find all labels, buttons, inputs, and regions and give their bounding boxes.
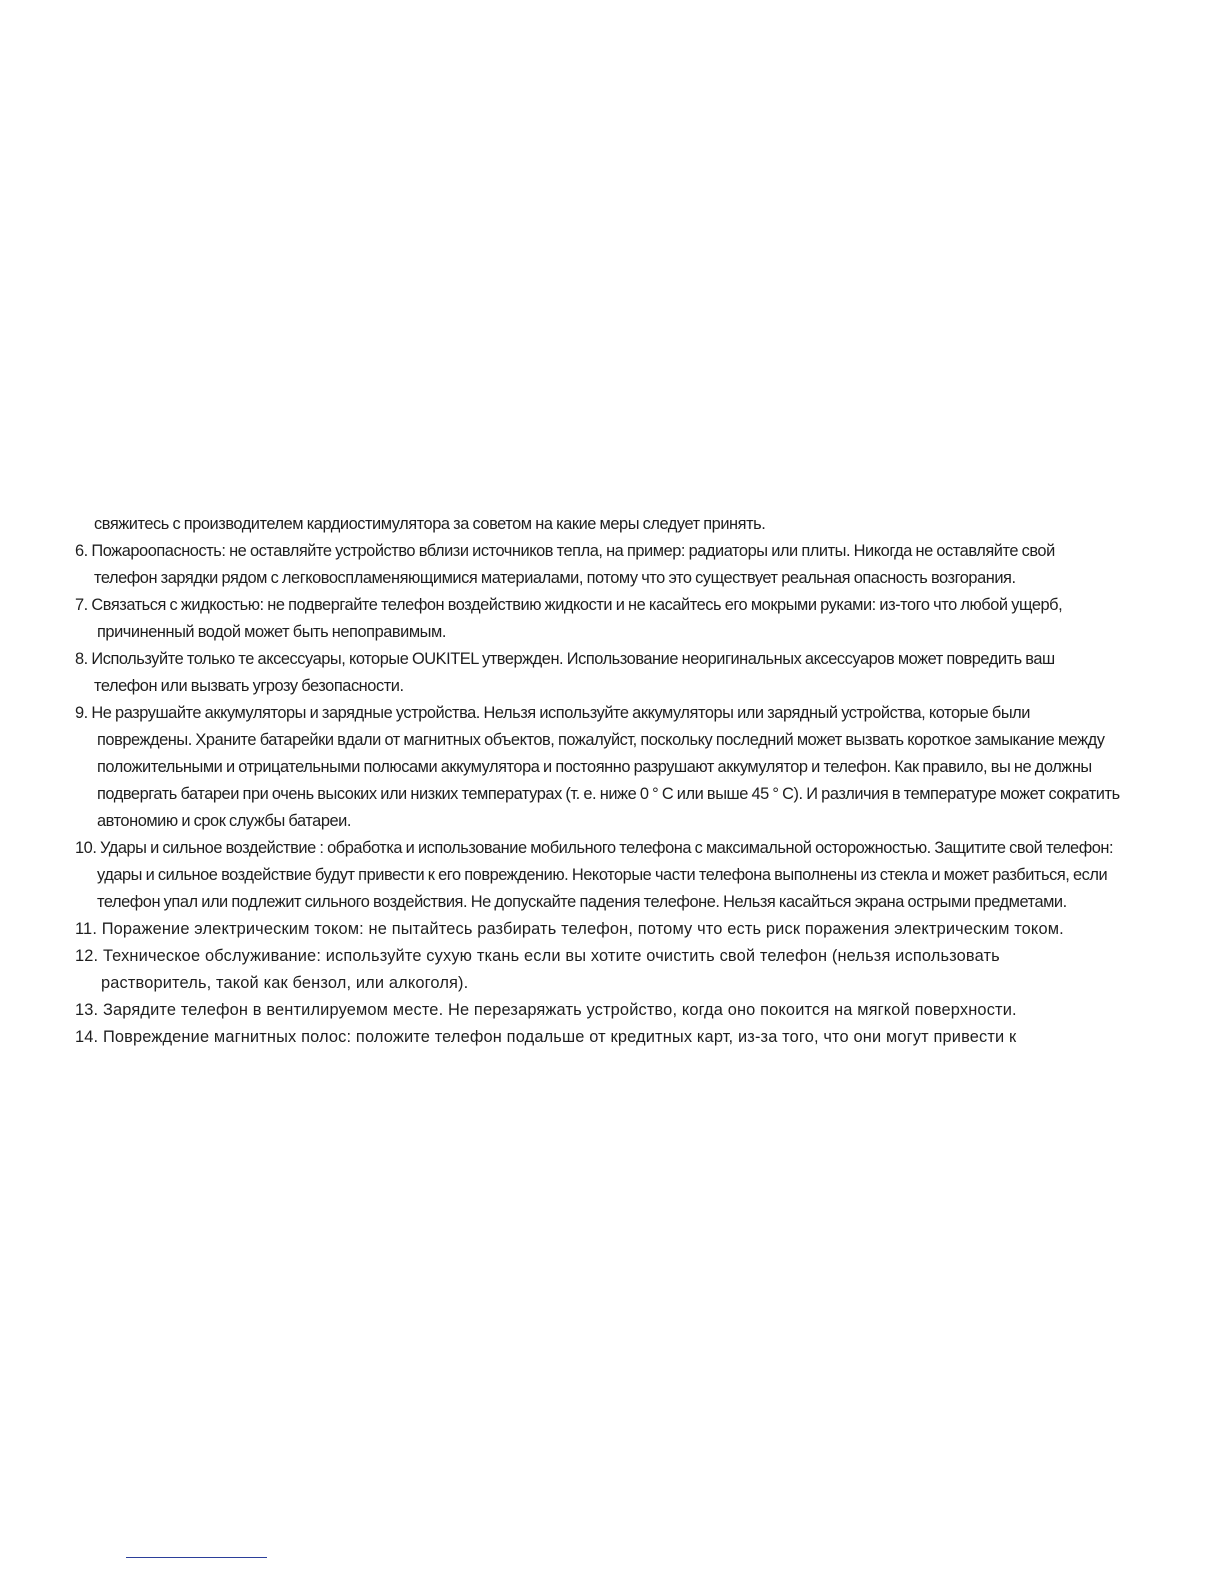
item-10-line-2: удары и сильное воздействие будут привести к его повреждению. Некоторые части телефона выполнены из стекла и может разбиться, если [97,866,1108,884]
item-9-line-1: 9. Не разрушайте аккумуляторы и зарядные устройства. Нельзя используйте аккумуляторы или зарядный устройства, которые были [75,704,1030,722]
item-12-line-1: 12. Техническое обслуживание: используйте сухую ткань если вы хотите очистить свой телефон (нельзя использовать [75,947,1000,965]
item-9-line-5: автономию и срок службы батареи. [97,812,351,830]
item-9-line-2: повреждены. Храните батарейки вдали от магнитных объектов, пожалуйст, поскольку последний может вызвать короткое замыкание между [97,731,1105,749]
footer-divider [126,1557,267,1558]
item-5-continuation: свяжитесь с производителем кардиостимулятора за советом на какие меры следует принять. [94,515,766,533]
item-14-line-1: 14. Повреждение магнитных полос: положите телефон подальше от кредитных карт, из-за того, что они могут привести к [75,1028,1017,1046]
item-11-line-1: 11. Поражение электрическим током: не пытайтесь разбирать телефон, потому что есть риск поражения электрическим током. [75,920,1064,938]
item-7-line-2: причиненный водой может быть непоправимым. [97,623,446,641]
item-8-line-1: 8. Используйте только те аксессуары, которые OUKITEL утвержден. Использование неоригинальных аксессуаров может повредить ваш [75,650,1055,668]
item-6-line-1: 6. Пожароопасность: не оставляйте устройство вблизи источников тепла, на пример: радиаторы или плиты. Никогда не оставляйте свой [75,542,1055,560]
safety-instructions-text [75,511,1165,1051]
item-8-line-2: телефон или вызвать угрозу безопасности. [94,677,404,695]
item-9-line-4: подвергать батареи при очень высоких или низких температурах (т. е. ниже 0 ° C или выше 45 ° C). И различия в температуре может сократить [97,785,1120,803]
item-6-line-2: телефон зарядки рядом с легковоспламеняющимися материалами, потому что это существует реальная опасность возгорания. [94,569,1016,587]
item-10-line-3: телефон упал или подлежит сильного воздействия. Не допускайте падения телефоне. Нельзя касайться экрана острыми предметами. [97,893,1067,911]
item-10-line-1: 10. Удары и сильное воздействие : обработка и использование мобильного телефона с максимальной осторожностью. Защитите свой телефон: [75,839,1114,857]
item-7-line-1: 7. Связаться с жидкостью: не подвергайте телефон воздействию жидкости и не касайтесь его мокрыми руками: из-того что любой ущерб, [75,596,1063,614]
item-13-line-1: 13. Зарядите телефон в вентилируемом месте. Не перезаряжать устройство, когда оно покоится на мягкой поверхности. [75,1001,1017,1019]
item-12-line-2: растворитель, такой как бензол, или алкоголя). [101,974,469,992]
item-9-line-3: положительными и отрицательными полюсами аккумулятора и постоянно разрушают аккумулятор и телефон. Как правило, вы не должны [97,758,1092,776]
